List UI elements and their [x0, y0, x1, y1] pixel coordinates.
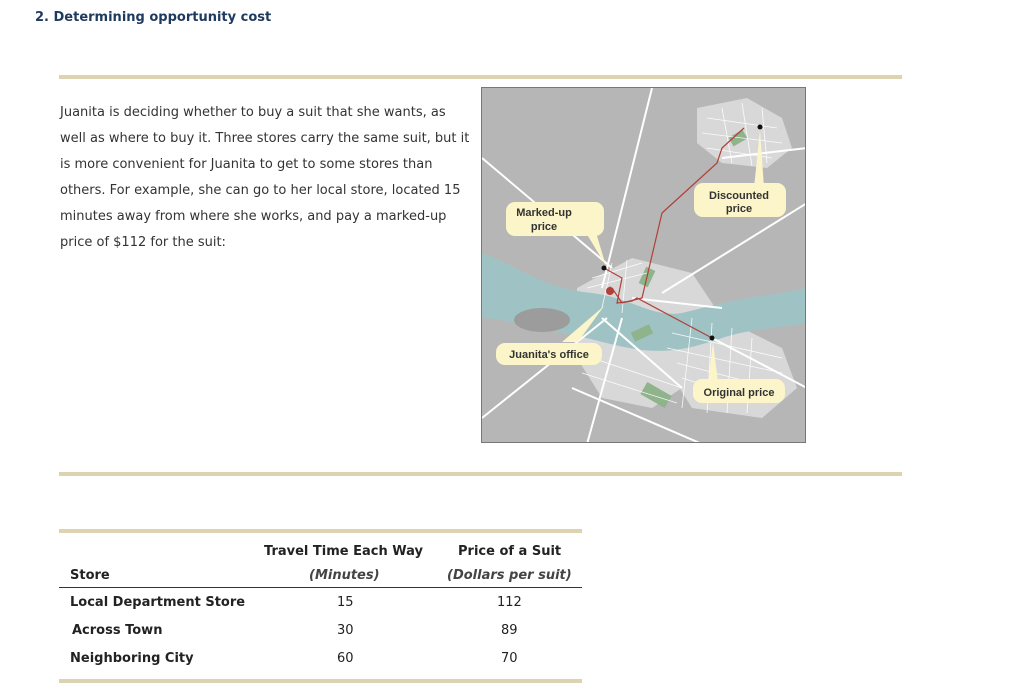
header-price: Price of a Suit [458, 544, 562, 559]
office-label: Juanita's office [509, 349, 589, 361]
header-store: Store [70, 568, 110, 583]
divider-middle [59, 472, 902, 476]
header-separator [59, 587, 582, 588]
city-map [481, 87, 806, 443]
table-bottom-rule [59, 679, 582, 683]
row-price: 70 [501, 651, 518, 666]
header-price-units: (Dollars per suit) [447, 568, 572, 583]
row-price: 112 [497, 595, 522, 610]
row-minutes: 30 [337, 623, 354, 638]
discounted-store-marker [758, 125, 763, 130]
discounted-label-line2: price [725, 203, 753, 215]
header-travel-units: (Minutes) [309, 568, 380, 583]
marked-up-label-line1: Marked-up [516, 207, 572, 219]
header-travel-time: Travel Time Each Way [264, 544, 423, 559]
page-title: 2. Determining opportunity cost [35, 10, 272, 25]
marked-up-store-marker [602, 266, 607, 271]
row-store: Across Town [72, 623, 163, 638]
discounted-label-line1: Discounted [709, 190, 769, 202]
row-store: Neighboring City [70, 651, 194, 666]
divider-top [59, 75, 902, 79]
row-minutes: 60 [337, 651, 354, 666]
row-store: Local Department Store [70, 595, 246, 610]
row-price: 89 [501, 623, 518, 638]
problem-description: Juanita is deciding whether to buy a suit that she wants, as well as where to buy it. Three stores carry the same suit, but it is more convenient for Juanita to get to some stores than others. For example, she can go to her local store, located 15 minutes away from where she works, and pay a marked-up price of $112 for the suit: [60, 105, 470, 250]
table-top-rule [59, 529, 582, 533]
original-store-marker [710, 336, 715, 341]
original-price-label: Original price [703, 387, 775, 399]
store-comparison-table [59, 529, 582, 687]
row-minutes: 15 [337, 595, 354, 610]
city-map-graphic [482, 88, 806, 443]
marked-up-label-line2: price [530, 221, 558, 233]
